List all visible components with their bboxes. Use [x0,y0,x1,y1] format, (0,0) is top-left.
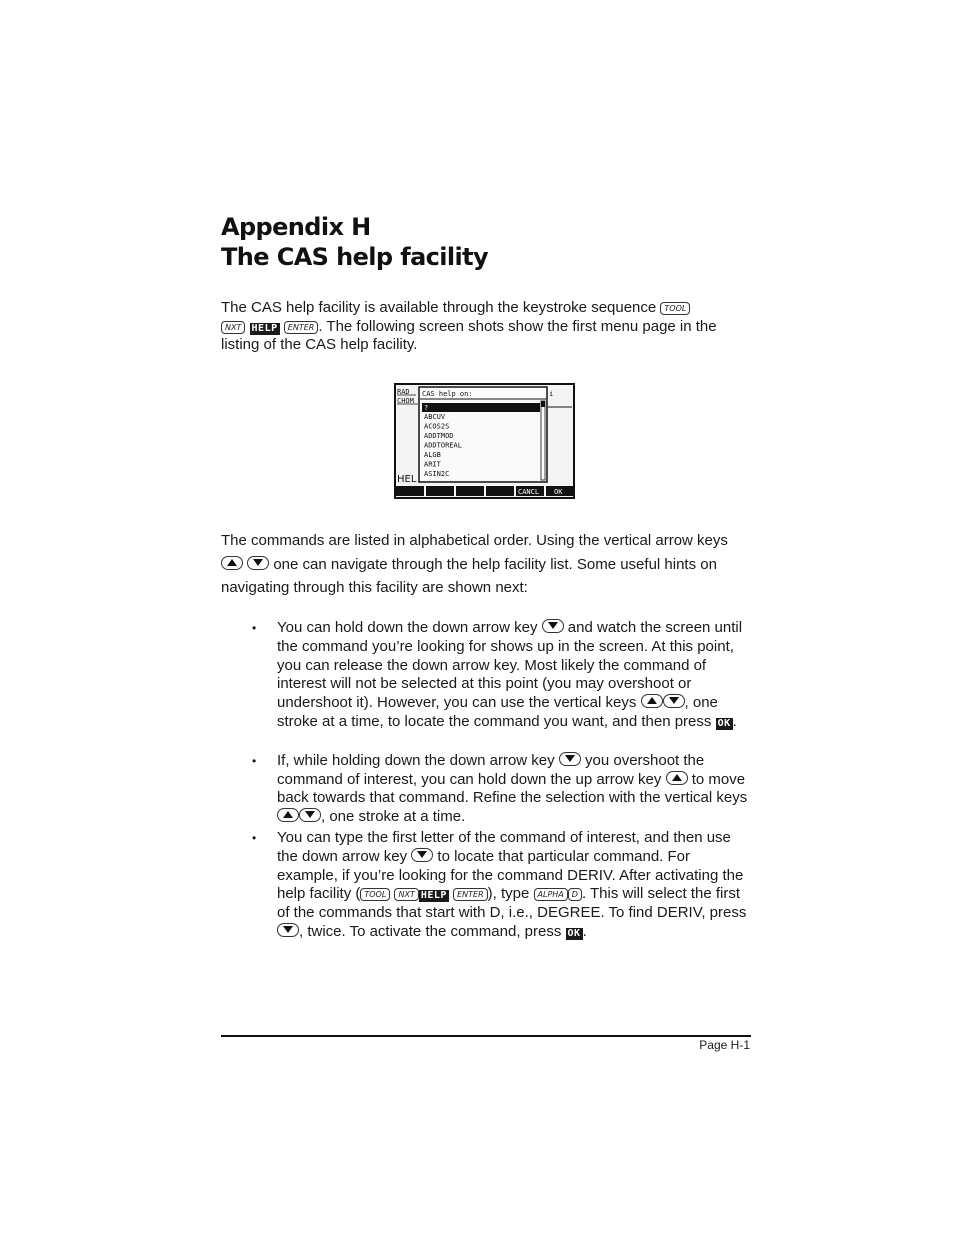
hint-1-text-b: and watch the screen until the command you’re looking for shows up in the screen. At this point, you can release the down arrow key. Most likely the command of interest will not be selected at this point (you may overshoot or undershoot it). However, you can use the vertical keys [277,619,743,712]
up-arrow-key-icon [221,556,243,570]
down-arrow-key-icon [277,923,299,937]
calculator-screenshot [394,383,575,499]
hint-2-text-b: you overshoot the command of interest, you can hold down the up arrow key [277,751,705,788]
hint-1-text-a: You can hold down the down arrow key [277,619,542,636]
list-item[interactable]: ASIN2C [424,470,450,478]
list-item[interactable]: ABCUV [424,413,446,421]
para2-text-3: navigating through this facility are shown next: [221,579,528,596]
down-arrow-key-icon [247,556,269,570]
hint-2-text-d: , one stroke at a time. [321,808,466,826]
cas-help-screen [396,385,573,497]
arrow-keys-paragraph [221,529,751,600]
softkey-3[interactable] [456,486,484,496]
hint-2-text-a: If, while holding down the down arrow key [277,751,559,769]
softkey-2[interactable] [426,486,454,496]
hint-item-1 [221,619,751,732]
up-arrow-key-icon [277,808,299,822]
list-item[interactable]: ARIT [424,460,441,469]
hint-3-text-a: You can type the first letter of the command of interest, and then use the down arrow key [277,828,731,865]
alpha-key-icon: ALPHA [534,888,568,901]
bullet-icon: • [252,621,257,635]
cancel-label: CANCL [518,488,540,496]
para2-text-2: one can navigate through the help facility list. Some useful hints on [269,555,717,573]
list-item[interactable]: ADDTMOD [424,432,454,440]
softkey-bar [396,486,573,496]
page-number: Page H-1 [699,1038,750,1052]
title-line-1: Appendix H [221,213,371,241]
enter-key-icon: ENTER [453,888,488,901]
tool-key-icon: TOOL [360,888,390,901]
selected-item: ? [424,404,429,412]
para2-text-1: The commands are listed in alphabetical order. Using the vertical arrow keys [221,532,728,549]
hint-3-text-e: , twice. To activate the command, press [299,922,566,940]
hint-3-text-c: ), type [487,885,534,903]
hints-list [221,619,751,942]
list-item[interactable]: ACOS2S [424,422,450,431]
title-line-2: The CAS help facility [221,243,489,271]
hint-1-text-d: . [732,712,737,730]
nxt-key-icon: NXT [394,888,418,901]
hint-3-text-d: . This will select the first of the commands that start with D, i.e., DEGREE. To find DERIV, press [277,885,747,922]
hint-3-text-b: to locate that particular command. For example, if you’re looking for the command DERIV. After activating the help facility ( [277,847,744,903]
intro-paragraph [221,299,751,355]
intro-text-2: . The following screen shots show the first menu page in the listing of the CAS help facility. [221,317,717,353]
down-arrow-key-icon [411,848,433,862]
ok-softkey-icon: OK [567,927,581,939]
help-softkey-icon: HELP [420,890,447,902]
up-arrow-key-icon [641,694,663,708]
status-rad: RAD [397,388,410,396]
dialog-title: CAS help on: [422,390,473,398]
nxt-key-icon: NXT [221,321,245,334]
ok-softkey-icon: OK [717,717,731,729]
up-arrow-key-icon [666,771,688,785]
hel-label: HEL [397,474,417,485]
corner-indicator: i [549,390,554,398]
bullet-icon: • [252,753,257,768]
down-arrow-key-icon [559,752,581,766]
help-softkey-icon: HELP [251,322,278,334]
intro-text-1: The CAS help facility is available through the keystroke sequence [221,299,661,316]
softkey-1[interactable] [396,486,424,496]
hint-2-text-c: to move back towards that command. Refine the selection with the vertical keys [277,770,748,807]
down-arrow-key-icon [542,619,564,633]
list-item[interactable]: ALGB [424,451,441,459]
list-item[interactable]: ADDTOREAL [424,441,462,450]
hint-item-2 [221,752,751,827]
page-title [221,212,488,272]
d-key-icon: D [568,888,582,901]
bullet-icon: • [252,830,257,845]
hint-1-text-c: , one stroke at a time, to locate the command you want, and then press [277,694,718,730]
footer-rule [221,1035,751,1037]
down-arrow-key-icon [299,808,321,822]
status-chom: CHOM [397,397,414,405]
hint-3-text-f: . [582,922,587,940]
softkey-4[interactable] [486,486,514,496]
scrollbar[interactable] [541,401,545,480]
hint-item-3 [221,829,751,942]
tool-key-icon: TOOL [660,302,690,315]
selected-row[interactable] [422,403,540,412]
enter-key-icon: ENTER [284,321,319,334]
down-arrow-key-icon [663,694,685,708]
ok-label: OK [554,488,563,496]
